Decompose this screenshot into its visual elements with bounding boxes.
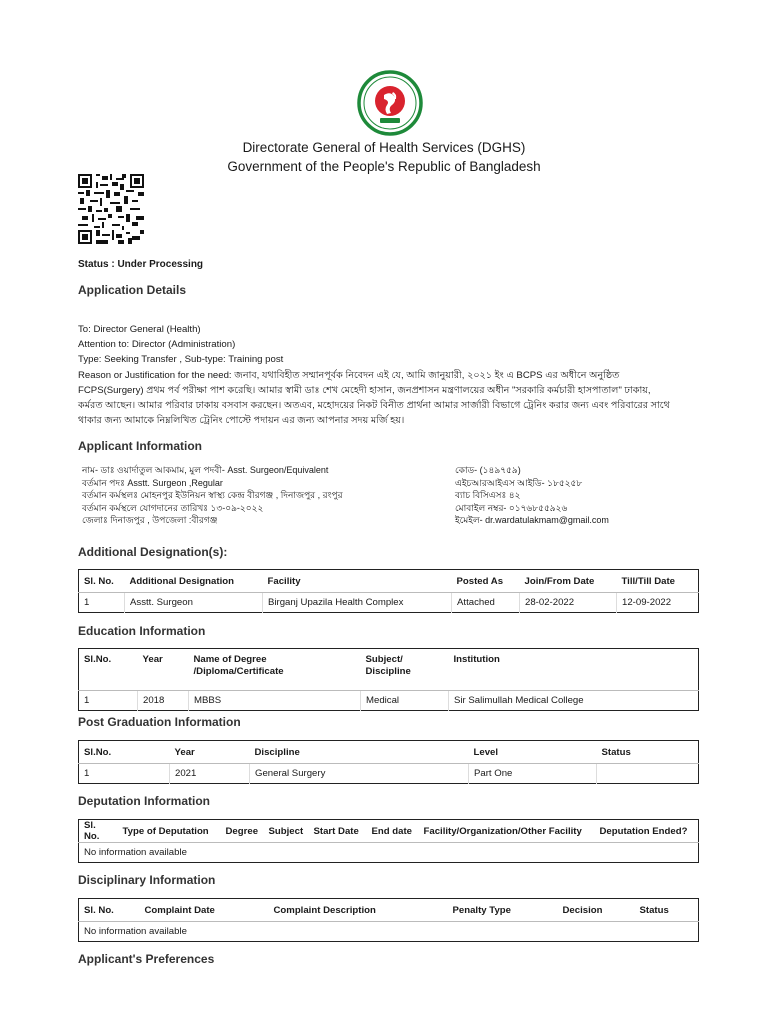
table-cell: 2018 <box>138 691 189 711</box>
column-header: Penalty Type <box>448 899 558 922</box>
table-row <box>79 691 699 711</box>
table-cell: General Surgery <box>250 764 469 784</box>
column-header: Facility/Organization/Other Facility <box>419 820 595 843</box>
applicant-code: কোড- (১৪৯৭৫৯) <box>455 465 521 475</box>
column-header: Discipline <box>250 741 469 764</box>
applicant-info-left <box>82 464 343 527</box>
reason-line: থাকার জন্য আমাকে নিম্নলিখিত ট্রেনিং পোস্টে পদায়ন এর জন্য আপনার সদয় মর্জি হয়। <box>78 415 405 427</box>
education-heading: Education Information <box>78 624 206 638</box>
column-header: Subject/ Discipline <box>361 649 449 691</box>
additional-designation-heading: Additional Designation(s): <box>78 545 228 559</box>
column-header: Sl.No. <box>79 649 138 691</box>
column-header: Status <box>597 741 699 764</box>
table-cell: 12-09-2022 <box>622 597 672 608</box>
table-cell: 1 <box>79 764 170 784</box>
column-header: Sl. No. <box>79 570 125 593</box>
table-cell: Asstt. Surgeon <box>125 593 263 613</box>
reason-line: কর্মরত আছেন। আমার পরিবার ঢাকায় বসবাস করছেন। অতএব, মহোদয়ের নিকট বিনীত প্রার্থনা আমার সার্জারী বিভাগে ট্রেনিং করার জন্য এবং পরিবারের সাথে <box>78 400 670 412</box>
application-details-body <box>78 322 698 428</box>
preferences-heading: Applicant's Preferences <box>78 952 215 966</box>
applicant-district: জেলাঃ দিনাজপুর , উপজেলা :বীরগঞ্জ <box>82 515 218 526</box>
column-header: Sl. No. <box>79 820 118 843</box>
empty-message: No information available <box>84 926 187 937</box>
additional-designation-table <box>78 569 699 613</box>
table-row <box>79 593 699 613</box>
column-header: Type of Deputation <box>118 820 221 843</box>
post-graduation-heading: Post Graduation Information <box>78 715 241 729</box>
application-details-heading: Application Details <box>78 283 187 297</box>
attention-line: Attention to: Director (Administration) <box>78 339 236 351</box>
applicant-workplace: বর্তমান কর্মস্থলঃ মোহনপুর ইউনিয়ন স্বাস্থ্য কেন্দ্র বীরগঞ্জ , দিনাজপুর , রংপুর <box>82 490 343 501</box>
table-row <box>79 764 699 784</box>
table-cell: Birganj Upazila Health Complex <box>263 593 452 613</box>
column-header: Sl.No. <box>79 741 170 764</box>
disciplinary-table <box>78 898 699 942</box>
applicant-hris-id: এইচআরআইএস আইডি- ১৮৫২৫৮ <box>455 477 583 488</box>
status-text: Status : Under Processing <box>78 259 204 270</box>
column-header: Join/From Date <box>520 570 617 593</box>
header-titles <box>0 138 768 176</box>
column-header: Degree <box>221 820 264 843</box>
column-header: Level <box>469 741 597 764</box>
header-title-line2: Government of the People's Republic of Bangladesh <box>227 159 541 174</box>
column-header: Complaint Description <box>269 899 448 922</box>
column-header: Additional Designation <box>125 570 263 593</box>
applicant-email: ইমেইল- dr.wardatulakmam@gmail.com <box>455 515 609 526</box>
table-row <box>79 843 699 863</box>
qr-code-icon <box>78 174 144 244</box>
post-graduation-table <box>78 740 699 784</box>
to-line: To: Director General (Health) <box>78 324 201 335</box>
applicant-post: বর্তমান পদঃ Asstt. Surgeon ,Regular <box>82 477 223 488</box>
column-header: Year <box>138 649 189 691</box>
deputation-heading: Deputation Information <box>78 794 210 808</box>
column-header: Institution <box>449 649 699 691</box>
reason-line: Reason or Justification for the need: জনাব, যথাবিহীত সম্মানপূর্বক নিবেদন এই যে, আমি জানুয়ারী, ২০২১ ইং এ BCPS এর অধীনে অনুষ্ঠিত <box>78 369 620 381</box>
applicant-mobile: মোবাইল নম্বর- ০১৭৬৮৫৫৯২৬ <box>455 502 568 513</box>
column-header: Posted As <box>452 570 520 593</box>
applicant-name: নাম- ডাঃ ওয়ার্দাতুল আকমাম, মুল পদবী- Asst. Surgeon/Equivalent <box>82 465 329 475</box>
applicant-info-heading: Applicant Information <box>78 439 202 453</box>
empty-message: No information available <box>84 847 187 858</box>
column-header: Name of Degree /Diploma/Certificate <box>189 649 361 691</box>
table-cell: 2021 <box>170 764 250 784</box>
table-cell <box>597 764 699 784</box>
column-header: Year <box>170 741 250 764</box>
applicant-info-right <box>455 464 609 527</box>
table-row <box>79 922 699 942</box>
table-cell: Medical <box>361 691 449 711</box>
table-cell: 28-02-2022 <box>520 593 617 613</box>
table-cell: MBBS <box>189 691 361 711</box>
reason-line: FCPS(Surgery) প্রথম পর্ব পরীক্ষা পাশ করেছি। আমার স্বামী ডাঃ শেখ মেহেদী হাসান, জনপ্রশাসন মন্ত্রণালয়ের অধীন "সরকারি কর্মচারী হাসপাতাল" ঢাকায়, <box>78 384 651 396</box>
table-cell: 1 <box>79 593 125 613</box>
applicant-join-date: বর্তমান কর্মস্থলে যোগদানের তারিখঃ ১৩-০৯-২০২২ <box>82 502 264 513</box>
deputation-table <box>78 819 699 863</box>
column-header: Deputation Ended? <box>595 820 699 843</box>
column-header: Status <box>635 899 699 922</box>
column-header: Facility <box>263 570 452 593</box>
disciplinary-heading: Disciplinary Information <box>78 873 216 887</box>
column-header: Complaint Date <box>140 899 269 922</box>
column-header: End date <box>367 820 419 843</box>
column-header: Start Date <box>309 820 367 843</box>
column-header: Sl. No. <box>79 899 140 922</box>
table-cell: Sir Salimullah Medical College <box>454 695 584 706</box>
column-header: Decision <box>558 899 635 922</box>
header-title-line1: Directorate General of Health Services (DGHS) <box>242 140 526 155</box>
column-header: Till/Till Date <box>617 570 699 593</box>
type-line: Type: Seeking Transfer , Sub-type: Training post <box>78 354 284 366</box>
applicant-batch: ব্যাচ বিসিএসঃ ৪২ <box>455 490 521 501</box>
table-cell: Part One <box>469 764 597 784</box>
table-cell: Attached <box>452 593 520 613</box>
dghs-seal-logo <box>357 70 423 136</box>
education-table <box>78 648 699 711</box>
column-header: Subject <box>264 820 309 843</box>
table-cell: 1 <box>79 691 138 711</box>
